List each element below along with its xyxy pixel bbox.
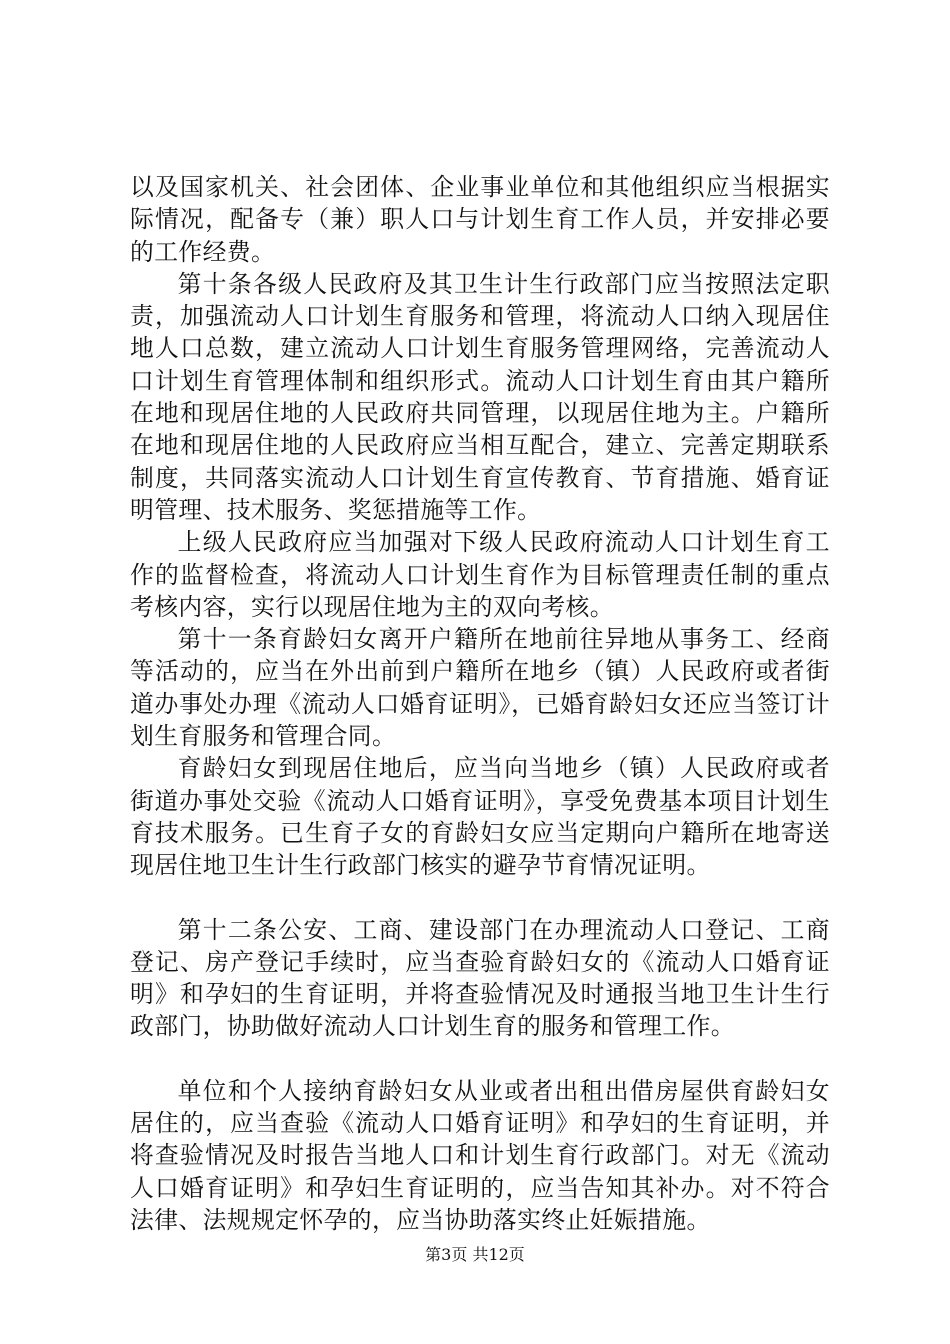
paragraph-article-12: 第十二条公安、工商、建设部门在办理流动人口登记、工商登记、房产登记手续时，应当查验育龄妇女的《流动人口婚育证明》和孕妇的生育证明，并将查验情况及时通报当地卫生计生行政部门，协助做好流动人口计划生育的服务和管理工作。 xyxy=(130,915,830,1041)
page-number-footer: 第3页 共12页 xyxy=(425,1245,525,1264)
paragraph-employer-landlord: 单位和个人接纳育龄妇女从业或者出租出借房屋供育龄妇女居住的，应当查验《流动人口婚育证明》和孕妇的生育证明，并将查验情况及时报告当地人口和计划生育行政部门。对无《流动人口婚育证明》和孕妇生育证明的，应当告知其补办。对不符合法律、法规规定怀孕的，应当协助落实终止妊娠措施。 xyxy=(130,1076,830,1234)
paragraph-article-11: 第十一条育龄妇女离开户籍所在地前往异地从事务工、经商等活动的，应当在外出前到户籍所在地乡（镇）人民政府或者街道办事处办理《流动人口婚育证明》，已婚育龄妇女还应当签订计划生育服务和管理合同。 xyxy=(130,625,830,751)
paragraph-article-10: 第十条各级人民政府及其卫生计生行政部门应当按照法定职责，加强流动人口计划生育服务和管理，将流动人口纳入现居住地人口总数，建立流动人口计划生育服务管理网络，完善流动人口计划生育管理体制和组织形式。流动人口计划生育由其户籍所在地和现居住地的人民政府共同管理，以现居住地为主。户籍所在地和现居住地的人民政府应当相互配合，建立、完善定期联系制度，共同落实流动人口计划生育宣传教育、节育措施、婚育证明管理、技术服务、奖惩措施等工作。 xyxy=(130,269,830,524)
paragraph-supervision: 上级人民政府应当加强对下级人民政府流动人口计划生育工作的监督检查，将流动人口计划生育作为目标管理责任制的重点考核内容，实行以现居住地为主的双向考核。 xyxy=(130,528,830,621)
paragraph-continuation: 以及国家机关、社会团体、企业事业单位和其他组织应当根据实际情况，配备专（兼）职人口与计划生育工作人员，并安排必要的工作经费。 xyxy=(130,173,830,266)
document-body xyxy=(130,171,830,1236)
paragraph-residence-verification: 育龄妇女到现居住地后，应当向当地乡（镇）人民政府或者街道办事处交验《流动人口婚育证明》，享受免费基本项目计划生育技术服务。已生育子女的育龄妇女应当定期向户籍所在地寄送现居住地卫生计生行政部门核实的避孕节育情况证明。 xyxy=(130,754,830,880)
